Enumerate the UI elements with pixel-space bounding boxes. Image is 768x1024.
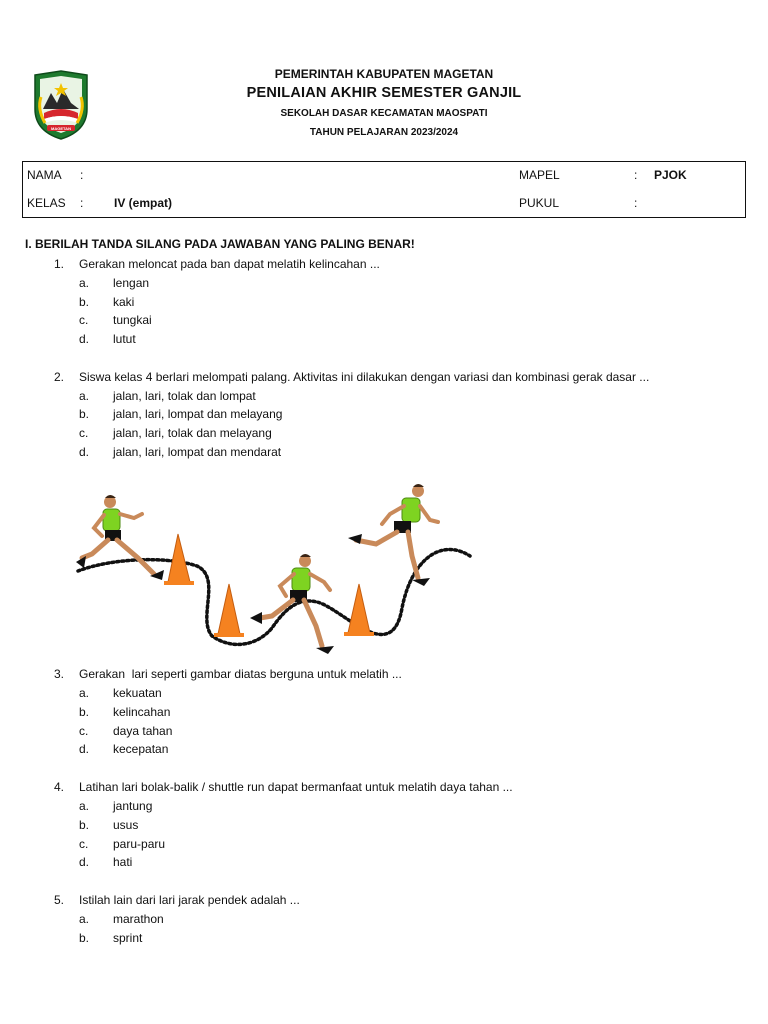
option-letter: b. xyxy=(79,407,90,421)
option-letter: a. xyxy=(79,276,90,290)
option-text: sprint xyxy=(113,931,143,945)
mapel-colon: : xyxy=(634,168,638,182)
nama-label: NAMA xyxy=(27,168,62,182)
option-text: jalan, lari, lompat dan mendarat xyxy=(113,445,282,459)
question-text: Gerakan meloncat pada ban dapat melatih kelincahan ... xyxy=(79,257,380,271)
question-text: Istilah lain dari lari jarak pendek adalah ... xyxy=(79,893,300,907)
identity-box xyxy=(22,161,746,218)
option-text: usus xyxy=(113,818,139,832)
option-text: kekuatan xyxy=(113,686,162,700)
option-letter: d. xyxy=(79,332,90,346)
kelas-colon: : xyxy=(80,196,84,210)
option-text: tungkai xyxy=(113,313,152,327)
option-letter: b. xyxy=(79,931,90,945)
option-text: marathon xyxy=(113,912,164,926)
option-letter: c. xyxy=(79,724,89,738)
option-text: jalan, lari, lompat dan melayang xyxy=(113,407,283,421)
runner-illustration-icon xyxy=(72,478,472,658)
question-number: 3. xyxy=(54,667,65,681)
traffic-cone-icon xyxy=(214,584,244,637)
option-text: jalan, lari, tolak dan lompat xyxy=(113,389,256,403)
option-letter: a. xyxy=(79,389,90,403)
question-text: Latihan lari bolak-balik / shuttle run dapat bermanfaat untuk melatih daya tahan ... xyxy=(79,780,513,794)
option-text: jalan, lari, tolak dan melayang xyxy=(113,426,272,440)
option-text: paru-paru xyxy=(113,837,166,851)
question-text: Siswa kelas 4 berlari melompati palang. Aktivitas ini dilakukan dengan variasi dan kombinasi gerak dasar ... xyxy=(79,370,650,384)
option-letter: d. xyxy=(79,855,90,869)
option-text: jantung xyxy=(113,799,153,813)
question-number: 5. xyxy=(54,893,65,907)
header-school: SEKOLAH DASAR KECAMATAN MAOSPATI xyxy=(280,108,488,119)
nama-colon: : xyxy=(80,168,84,182)
option-letter: a. xyxy=(79,799,90,813)
option-text: kelincahan xyxy=(113,705,171,719)
section-title: I. BERILAH TANDA SILANG PADA JAWABAN YANG PALING BENAR! xyxy=(25,237,415,251)
question-number: 4. xyxy=(54,780,65,794)
option-letter: c. xyxy=(79,837,89,851)
option-text: lutut xyxy=(113,332,136,346)
option-text: kecepatan xyxy=(113,742,169,756)
traffic-cone-icon xyxy=(344,584,374,636)
mapel-value: PJOK xyxy=(654,168,687,182)
header-government: PEMERINTAH KABUPATEN MAGETAN xyxy=(274,67,494,81)
question-text: Gerakan lari seperti gambar diatas berguna untuk melatih ... xyxy=(79,667,402,681)
option-letter: a. xyxy=(79,912,90,926)
option-letter: b. xyxy=(79,295,90,309)
logo-label: MAGETAN xyxy=(51,126,71,131)
option-text: kaki xyxy=(113,295,135,309)
option-text: lengan xyxy=(113,276,150,290)
option-letter: d. xyxy=(79,445,90,459)
header-academic-year: TAHUN PELAJARAN 2023/2024 xyxy=(309,127,459,138)
option-letter: d. xyxy=(79,742,90,756)
header-exam-title: PENILAIAN AKHIR SEMESTER GANJIL xyxy=(246,85,522,101)
pukul-colon: : xyxy=(634,196,638,210)
option-letter: a. xyxy=(79,686,90,700)
option-text: daya tahan xyxy=(113,724,173,738)
question-number: 1. xyxy=(54,257,65,271)
kelas-value: IV (empat) xyxy=(114,196,173,210)
option-letter: b. xyxy=(79,705,90,719)
mapel-label: MAPEL xyxy=(519,168,560,182)
kelas-label: KELAS xyxy=(27,196,66,210)
runner-figure xyxy=(348,484,438,586)
option-letter: c. xyxy=(79,426,89,440)
option-letter: c. xyxy=(79,313,89,327)
option-text: hati xyxy=(113,855,133,869)
pukul-label: PUKUL xyxy=(519,196,560,210)
option-letter: b. xyxy=(79,818,90,832)
question-number: 2. xyxy=(54,370,65,384)
